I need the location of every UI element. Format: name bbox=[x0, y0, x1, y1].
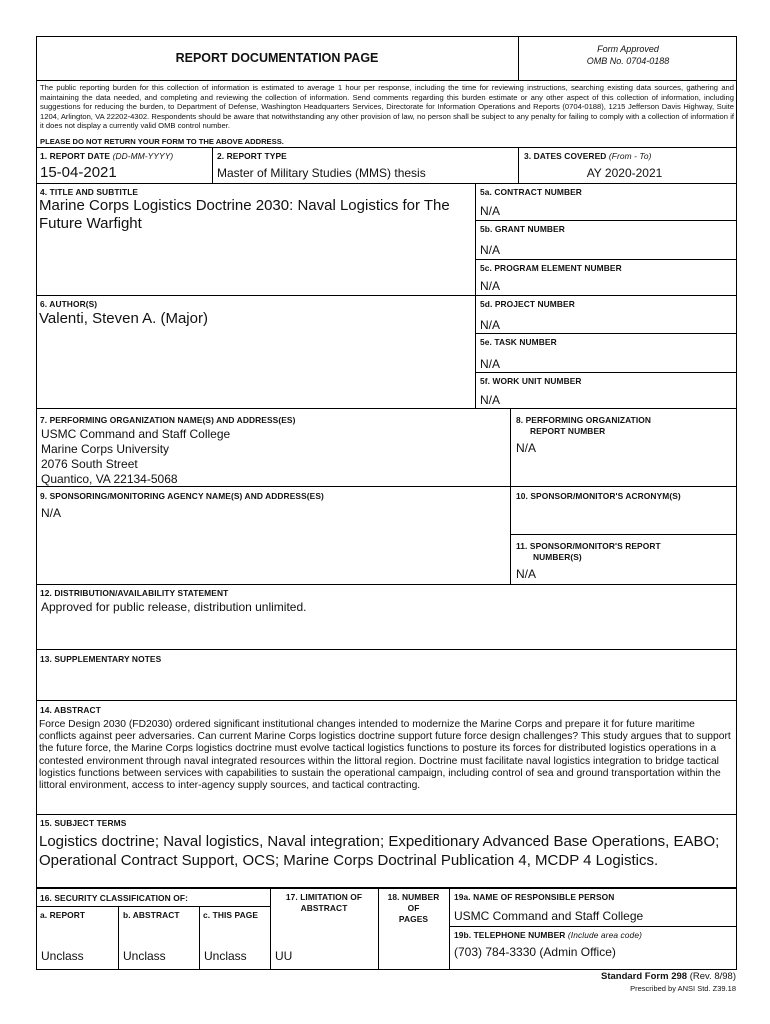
work-unit-label: 5f. WORK UNIT NUMBER bbox=[480, 376, 582, 386]
report-date-value: 15-04-2021 bbox=[40, 164, 117, 181]
abstract-class-value: Unclass bbox=[123, 949, 166, 963]
report-type-label: 2. REPORT TYPE bbox=[217, 151, 287, 161]
page-class-label: c. THIS PAGE bbox=[203, 910, 259, 920]
divider-7-8 bbox=[510, 408, 511, 584]
sponsor-report-value: N/A bbox=[516, 567, 537, 581]
responsible-person-value: USMC Command and Staff College bbox=[454, 909, 644, 923]
task-number-label: 5e. TASK NUMBER bbox=[480, 337, 557, 347]
line-16-sub bbox=[36, 906, 270, 907]
row1-top bbox=[36, 147, 737, 148]
row2-top bbox=[36, 183, 737, 184]
row13-top bbox=[36, 649, 737, 650]
number-of-pages-label-2: OF bbox=[407, 903, 420, 913]
project-number-value: N/A bbox=[480, 318, 501, 332]
report-class-value: Unclass bbox=[41, 949, 84, 963]
report-documentation-form bbox=[36, 36, 737, 983]
row9-top bbox=[36, 486, 737, 487]
title-value: Marine Corps Logistics Doctrine 2030: Naval Logistics for The Future Warfight bbox=[39, 197, 450, 232]
performing-org-line-3: 2076 South Street bbox=[41, 457, 138, 471]
divider-16a-16b bbox=[118, 906, 119, 969]
distribution-value: Approved for public release, distribution unlimited. bbox=[41, 600, 307, 614]
line-5a-5b bbox=[475, 220, 737, 221]
divider-16b-16c bbox=[199, 906, 200, 969]
line-10-11 bbox=[510, 534, 737, 535]
line-19a-19b bbox=[449, 926, 737, 927]
telephone-value: (703) 784-3330 (Admin Office) bbox=[454, 945, 616, 959]
form-title: REPORT DOCUMENTATION PAGE bbox=[175, 51, 379, 65]
performing-org-report-label-1: 8. PERFORMING ORGANIZATION bbox=[516, 415, 652, 425]
page-class-value: Unclass bbox=[204, 949, 247, 963]
burden-warning: PLEASE DO NOT RETURN YOUR FORM TO THE ABOVE ADDRESS. bbox=[40, 137, 284, 146]
contract-number-value: N/A bbox=[480, 204, 501, 218]
line-5d-5e bbox=[475, 333, 737, 334]
contract-number-label: 5a. CONTRACT NUMBER bbox=[480, 187, 582, 197]
performing-org-line-4: Quantico, VA 22134-5068 bbox=[41, 472, 178, 486]
border-left bbox=[36, 36, 37, 970]
limitation-label-2: ABSTRACT bbox=[300, 903, 348, 913]
number-of-pages-label-3: PAGES bbox=[398, 914, 429, 924]
row15-top bbox=[36, 814, 737, 815]
subject-terms-value: Logistics doctrine; Naval logistics, Naval integration; Expeditionary Advanced Base Operations, EABO; Operational Contract Support, OCS; Marine Corps Doctrinal Publication 4, MCDP 4 Logistics. bbox=[39, 833, 720, 869]
work-unit-value: N/A bbox=[480, 393, 501, 407]
sponsoring-agency-label: 9. SPONSORING/MONITORING AGENCY NAME(S) AND ADDRESS(ES) bbox=[40, 491, 324, 501]
sponsoring-agency-value: N/A bbox=[41, 506, 62, 520]
performing-org-label: 7. PERFORMING ORGANIZATION NAME(S) AND ADDRESS(ES) bbox=[40, 415, 296, 425]
dates-covered-value: AY 2020-2021 bbox=[586, 166, 663, 180]
dates-covered-label: 3. DATES COVERED (From - To) bbox=[524, 151, 652, 161]
standard-form-label: Standard Form 298 (Rev. 8/98) bbox=[601, 971, 736, 982]
limitation-value: UU bbox=[275, 949, 293, 963]
prescribed-by: Prescribed by ANSI Std. Z39.18 bbox=[630, 984, 736, 993]
header-bottom-line bbox=[36, 80, 737, 81]
divider-1-2 bbox=[212, 147, 213, 183]
line-5c-5d bbox=[475, 295, 737, 296]
report-class-label: a. REPORT bbox=[40, 910, 86, 920]
sponsor-acronym-label: 10. SPONSOR/MONITOR'S ACRONYM(S) bbox=[516, 491, 681, 501]
grant-number-value: N/A bbox=[480, 243, 501, 257]
subject-terms-label: 15. SUBJECT TERMS bbox=[40, 818, 127, 828]
line-5e-5f bbox=[475, 372, 737, 373]
abstract-label: 14. ABSTRACT bbox=[40, 705, 101, 715]
burden-notice: The public reporting burden for this collection of information is estimated to average 1 hour per response, including the time for reviewing instructions, searching existing data sources, gathering and maintaining the data needed, and completing and reviewing the collection of information. Send comments regarding this burden estimate or any other aspect of this collection of information, including suggestions for reducing the burden, to Department of Defense, Washington Headquarters Services, Directorate for Information Operations and Reports (0704-0188), 1215 Jefferson Davis Highway, Suite 1204, Arlington, VA 22202-4302. Respondents should be aware that notwithstanding any other provision of law, no person shall be subject to any penalty for failing to comply with a collection of information if it does not display a currently valid OMB control number. bbox=[40, 83, 734, 131]
row16-top bbox=[36, 887, 737, 889]
sponsor-report-label-1: 11. SPONSOR/MONITOR'S REPORT bbox=[516, 541, 661, 551]
responsible-person-label: 19a. NAME OF RESPONSIBLE PERSON bbox=[454, 892, 615, 902]
row-author-top bbox=[36, 295, 476, 296]
abstract-value: Force Design 2030 (FD2030) ordered significant institutional changes intended to modernize the Marine Corps and prepare it for future maritime conflicts against peer adversaries. Can current Marine Corps logistics doctrine support future force design challenges? This study argues that to support the future force, the Marine Corps logistics doctrine must evolve tactical logistics functions to posture its forces for distributed logistics operations in a contested environment through naval integrated resources within the littoral region. Doctrine must facilitate naval logistics integration to bridge tactical logistics functions between services with capabilities to sustain the operational campaign, including control of sea and ground transportation within the littoral environment, access to inter-agency supply sources, and tactical contracting. bbox=[39, 719, 731, 792]
omb-number: OMB No. 0704-0188 bbox=[586, 56, 670, 66]
border-bottom bbox=[36, 969, 737, 970]
security-classification-label: 16. SECURITY CLASSIFICATION OF: bbox=[40, 893, 188, 903]
border-top bbox=[36, 36, 737, 37]
project-number-label: 5d. PROJECT NUMBER bbox=[480, 299, 575, 309]
divider-18-19 bbox=[449, 889, 450, 969]
row7-top bbox=[36, 408, 737, 409]
task-number-value: N/A bbox=[480, 357, 501, 371]
title-label: 4. TITLE AND SUBTITLE bbox=[40, 187, 139, 197]
sponsor-report-label-2: NUMBER(S) bbox=[533, 552, 582, 562]
performing-org-line-1: USMC Command and Staff College bbox=[41, 427, 231, 441]
telephone-label: 19b. TELEPHONE NUMBER (Include area code) bbox=[454, 930, 642, 940]
abstract-class-label: b. ABSTRACT bbox=[123, 910, 180, 920]
supplementary-notes-label: 13. SUPPLEMENTARY NOTES bbox=[40, 654, 162, 664]
author-value: Valenti, Steven A. (Major) bbox=[39, 310, 208, 327]
report-type-value: Master of Military Studies (MMS) thesis bbox=[217, 166, 426, 180]
performing-org-report-value: N/A bbox=[516, 441, 537, 455]
limitation-label-1: 17. LIMITATION OF bbox=[285, 892, 363, 902]
performing-org-report-label-2: REPORT NUMBER bbox=[530, 426, 606, 436]
number-of-pages-label-1: 18. NUMBER bbox=[387, 892, 440, 902]
form-approved: Form Approved bbox=[597, 44, 659, 54]
row12-top bbox=[36, 584, 737, 585]
line-5b-5c bbox=[475, 259, 737, 260]
program-element-value: N/A bbox=[480, 279, 501, 293]
author-label: 6. AUTHOR(S) bbox=[40, 299, 98, 309]
program-element-label: 5c. PROGRAM ELEMENT NUMBER bbox=[480, 263, 622, 273]
grant-number-label: 5b. GRANT NUMBER bbox=[480, 224, 565, 234]
report-date-label: 1. REPORT DATE (DD-MM-YYYY) bbox=[40, 151, 174, 161]
distribution-label: 12. DISTRIBUTION/AVAILABILITY STATEMENT bbox=[40, 588, 229, 598]
row14-top bbox=[36, 700, 737, 701]
performing-org-line-2: Marine Corps University bbox=[41, 442, 170, 456]
